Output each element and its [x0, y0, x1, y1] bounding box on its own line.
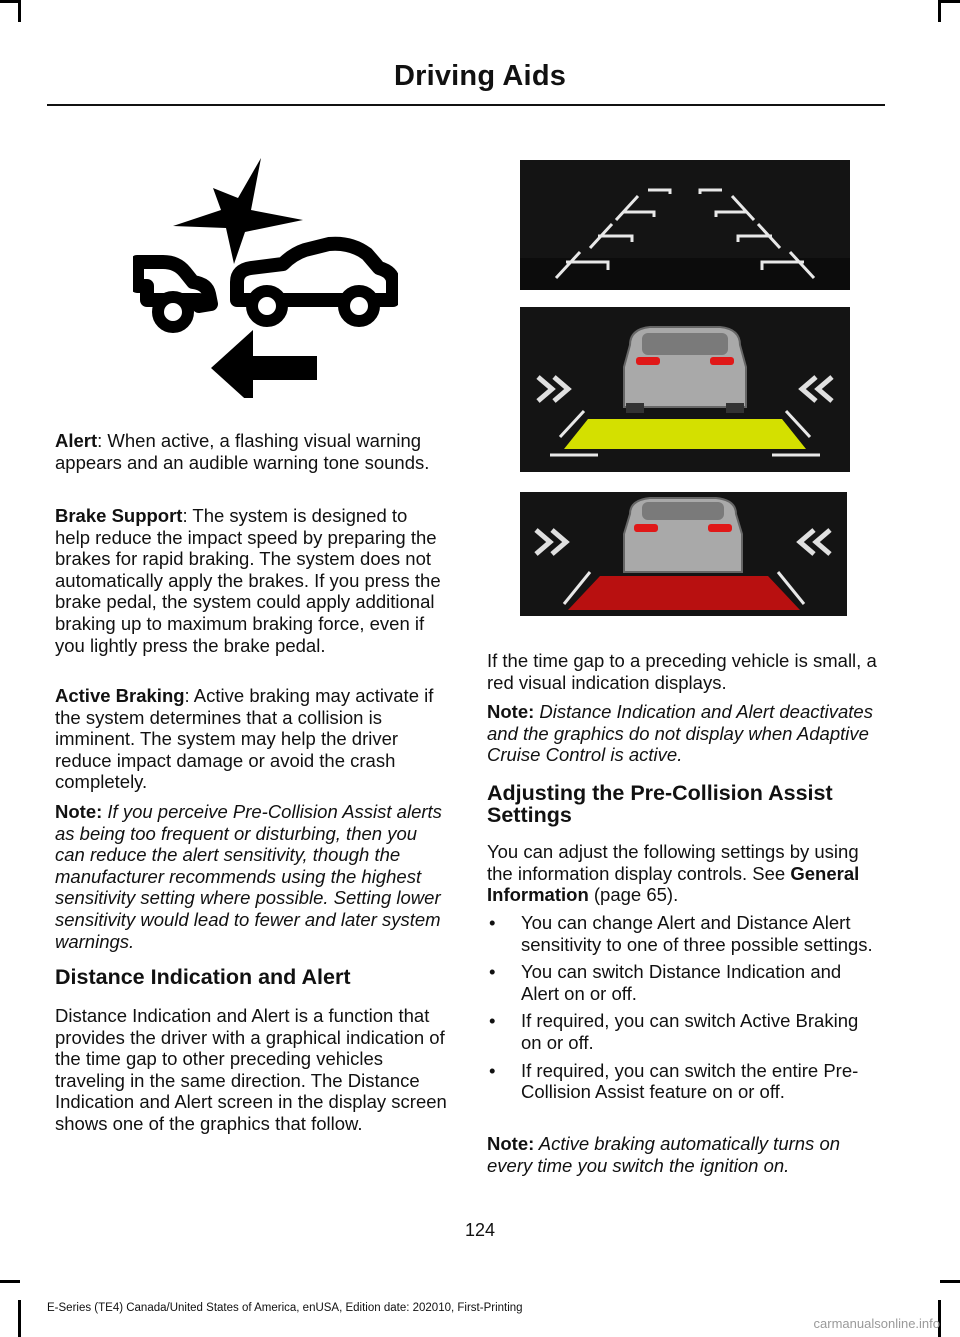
section-heading-adjusting-settings: Adjusting the Pre-Collision Assist Settings [487, 781, 833, 827]
alert-term: Alert [55, 430, 98, 451]
pre-collision-warning-icon [133, 158, 398, 398]
crop-mark [938, 0, 941, 22]
crop-mark [18, 0, 21, 22]
note-sensitivity [55, 801, 447, 952]
crop-mark [18, 1300, 21, 1337]
header-rule [47, 104, 885, 106]
alert-text: : When active, a flashing visual warning appears and an audible warning tone sounds. [55, 430, 430, 473]
general-information-link[interactable]: General Information [487, 862, 860, 906]
list-item: • You can change Alert and Distance Alert sensitivity to one of three possible settings. [487, 912, 883, 955]
red-indication-paragraph: If the time gap to a preceding vehicle is small, a red visual indication displays. [487, 650, 877, 693]
distance-graphic-road [520, 160, 850, 290]
settings-list [487, 912, 883, 1109]
brake-support-term: Brake Support [55, 505, 183, 526]
note-label: Note: [55, 801, 103, 822]
page-title: Driving Aids [393, 60, 567, 92]
note-label: Note: [487, 701, 535, 722]
adjust-text-after: (page 65). [588, 884, 679, 906]
note-text: Active braking automatically turns on every time you switch the ignition on. [487, 1133, 841, 1176]
active-braking-text: : Active braking may activate if the system determines that a collision is imminent. The system may help the driver reduce impact damage or avoid the crash completely. [55, 685, 434, 793]
distance-indication-paragraph: Distance Indication and Alert is a function that provides the driver with a graphical indication of the time gap to other preceding vehicles traveling in the same direction. The Distance Indication and Alert screen in the display screen shows one of the graphics that follow. [55, 1005, 447, 1134]
distance-graphic-green [520, 307, 850, 472]
active-braking-term: Active Braking [55, 685, 185, 706]
note-label: Note: [487, 1133, 535, 1154]
page-number: 124 [464, 1220, 496, 1240]
note-active-braking [487, 1133, 883, 1176]
brake-support-text: : The system is designed to help reduce the impact speed by preparing the brakes for rapid braking. The system does not automatically apply the brakes. If you press the brake pedal, the system could apply additional braking up to maximum braking force, even if you lightly press the brake pedal. [55, 505, 441, 656]
crop-mark [0, 0, 20, 3]
active-braking-paragraph [55, 685, 447, 793]
note-text: If you perceive Pre-Collision Assist alerts as being too frequent or disturbing, then you can reduce the alert sensitivity, though the manufacturer recommends using the highest sensitivity setting where possible. Setting lower sensitivity would lead to fewer and later system warnings. [55, 801, 442, 952]
note-adaptive-cruise [487, 701, 883, 766]
footer-edition: E-Series (TE4) Canada/United States of America, enUSA, Edition date: 202010, First-Printing [47, 1302, 523, 1314]
watermark: carmanualsonline.info [813, 1316, 940, 1331]
note-text: Distance Indication and Alert deactivates and the graphics do not display when Adaptive Cruise Control is active. [487, 701, 873, 766]
crop-mark [938, 0, 960, 3]
list-item: • You can switch Distance Indication and Alert on or off. [487, 961, 883, 1004]
list-item: • If required, you can switch Active Braking on or off. [487, 1010, 883, 1053]
crop-mark [940, 1280, 960, 1283]
list-item: • If required, you can switch the entire Pre-Collision Assist feature on or off. [487, 1060, 883, 1103]
adjust-settings-paragraph [487, 841, 883, 906]
distance-graphic-red [520, 492, 847, 616]
crop-mark [0, 1280, 20, 1283]
alert-paragraph [55, 430, 447, 473]
adjust-text-before: You can adjust the following settings by using the information display controls. See [487, 841, 859, 884]
brake-support-paragraph [55, 505, 447, 656]
section-heading-distance-indication: Distance Indication and Alert [55, 965, 351, 989]
